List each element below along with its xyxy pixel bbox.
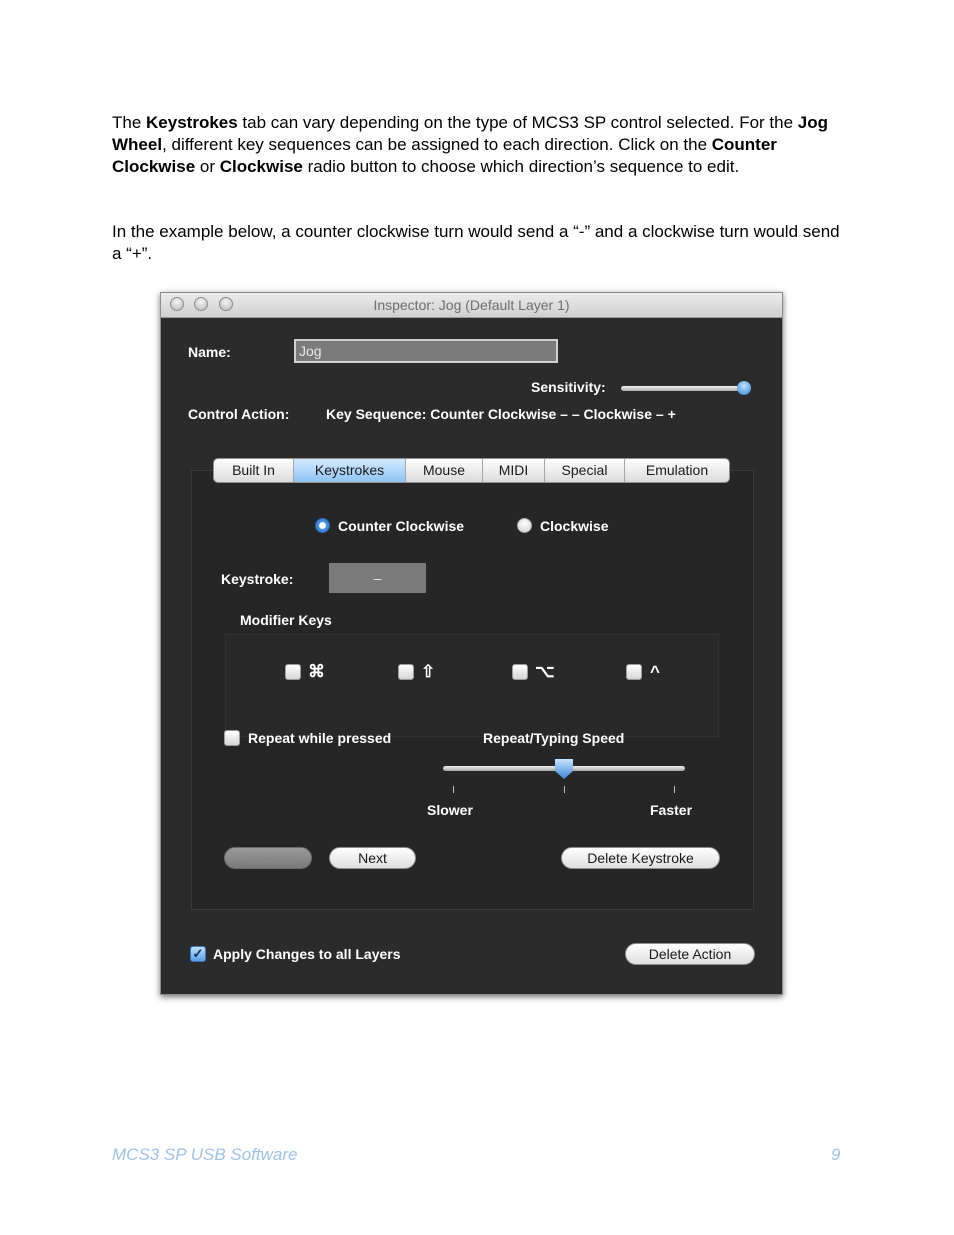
repeat-while-pressed-label: Repeat while pressed <box>248 730 392 746</box>
delete-action-button[interactable]: Delete Action <box>625 943 755 965</box>
text-run: radio button to choose which direction’s sequence to edit. <box>302 157 740 176</box>
shift-key-icon: ⇧ <box>421 662 436 681</box>
tab-bar <box>213 458 730 483</box>
tab-built-in[interactable]: Built In <box>214 459 294 482</box>
example-paragraph: In the example below, a counter clockwise turn would send a “-” and a clockwise turn would send a “+”. <box>112 222 840 263</box>
bold-term: Keystrokes <box>146 113 238 132</box>
keystroke-label: Keystroke: <box>221 571 294 587</box>
tab-special[interactable]: Special <box>545 459 625 482</box>
clockwise-radio[interactable] <box>517 518 532 533</box>
modifier-keys-box <box>225 634 719 737</box>
intro-paragraph <box>112 112 847 178</box>
shift-checkbox[interactable] <box>398 664 414 680</box>
option-checkbox[interactable] <box>512 664 528 680</box>
slider-tick <box>674 786 675 793</box>
sensitivity-slider[interactable] <box>621 386 746 391</box>
clockwise-label: Clockwise <box>540 518 609 534</box>
tab-mouse[interactable]: Mouse <box>406 459 483 482</box>
delete-keystroke-button[interactable]: Delete Keystroke <box>561 847 720 869</box>
previous-button[interactable]: Previous <box>224 847 312 869</box>
sensitivity-slider-knob[interactable] <box>737 381 751 395</box>
inspector-window <box>160 292 783 995</box>
slider-tick <box>564 786 565 793</box>
text-run: tab can vary depending on the type of MCS3 SP control selected. For the <box>237 113 798 132</box>
footer-title: MCS3 SP USB Software <box>112 1145 298 1164</box>
bold-term: Jog Wheel <box>112 113 829 154</box>
control-checkbox[interactable] <box>626 664 642 680</box>
tab-emulation[interactable]: Emulation <box>645 462 709 478</box>
bold-term: Counter Clockwise <box>112 135 777 176</box>
apply-all-layers-checkbox[interactable]: ✓ <box>190 946 206 962</box>
name-label: Name: <box>188 344 231 360</box>
text-run: The <box>112 113 147 132</box>
title-bar[interactable] <box>161 293 782 318</box>
repeat-while-pressed-checkbox[interactable] <box>224 730 240 746</box>
counter-clockwise-label: Counter Clockwise <box>338 518 465 534</box>
window-title: Inspector: Jog (Default Layer 1) <box>373 297 570 313</box>
option-key-icon: ⌥ <box>535 662 555 681</box>
tab-midi[interactable]: MIDI <box>483 459 545 482</box>
command-checkbox[interactable] <box>285 664 301 680</box>
text-run: or <box>195 157 220 176</box>
apply-all-layers-label: Apply Changes to all Layers <box>213 946 401 962</box>
next-button[interactable]: Next <box>329 847 416 869</box>
modifier-keys-title: Modifier Keys <box>240 612 332 628</box>
text-run: , different key sequences can be assigned to each direction. Click on the <box>162 135 712 154</box>
slider-tick <box>453 786 454 793</box>
command-key-icon: ⌘ <box>308 662 325 681</box>
sensitivity-label: Sensitivity: <box>531 379 606 395</box>
name-input[interactable] <box>294 339 558 363</box>
bold-term: Clockwise <box>219 157 303 176</box>
slower-label: Slower <box>427 802 473 818</box>
repeat-speed-title: Repeat/Typing Speed <box>483 730 625 746</box>
control-action-label: Control Action: <box>188 406 290 422</box>
faster-label: Faster <box>650 802 693 818</box>
keystroke-field[interactable]: – <box>329 563 426 593</box>
control-key-icon: ^ <box>650 662 660 681</box>
page-number: 9 <box>831 1145 841 1164</box>
counter-clockwise-radio[interactable] <box>315 518 330 533</box>
key-sequence-summary: Key Sequence: Counter Clockwise – – Clockwise – + <box>326 406 676 422</box>
tab-keystrokes[interactable]: Keystrokes <box>294 459 406 482</box>
